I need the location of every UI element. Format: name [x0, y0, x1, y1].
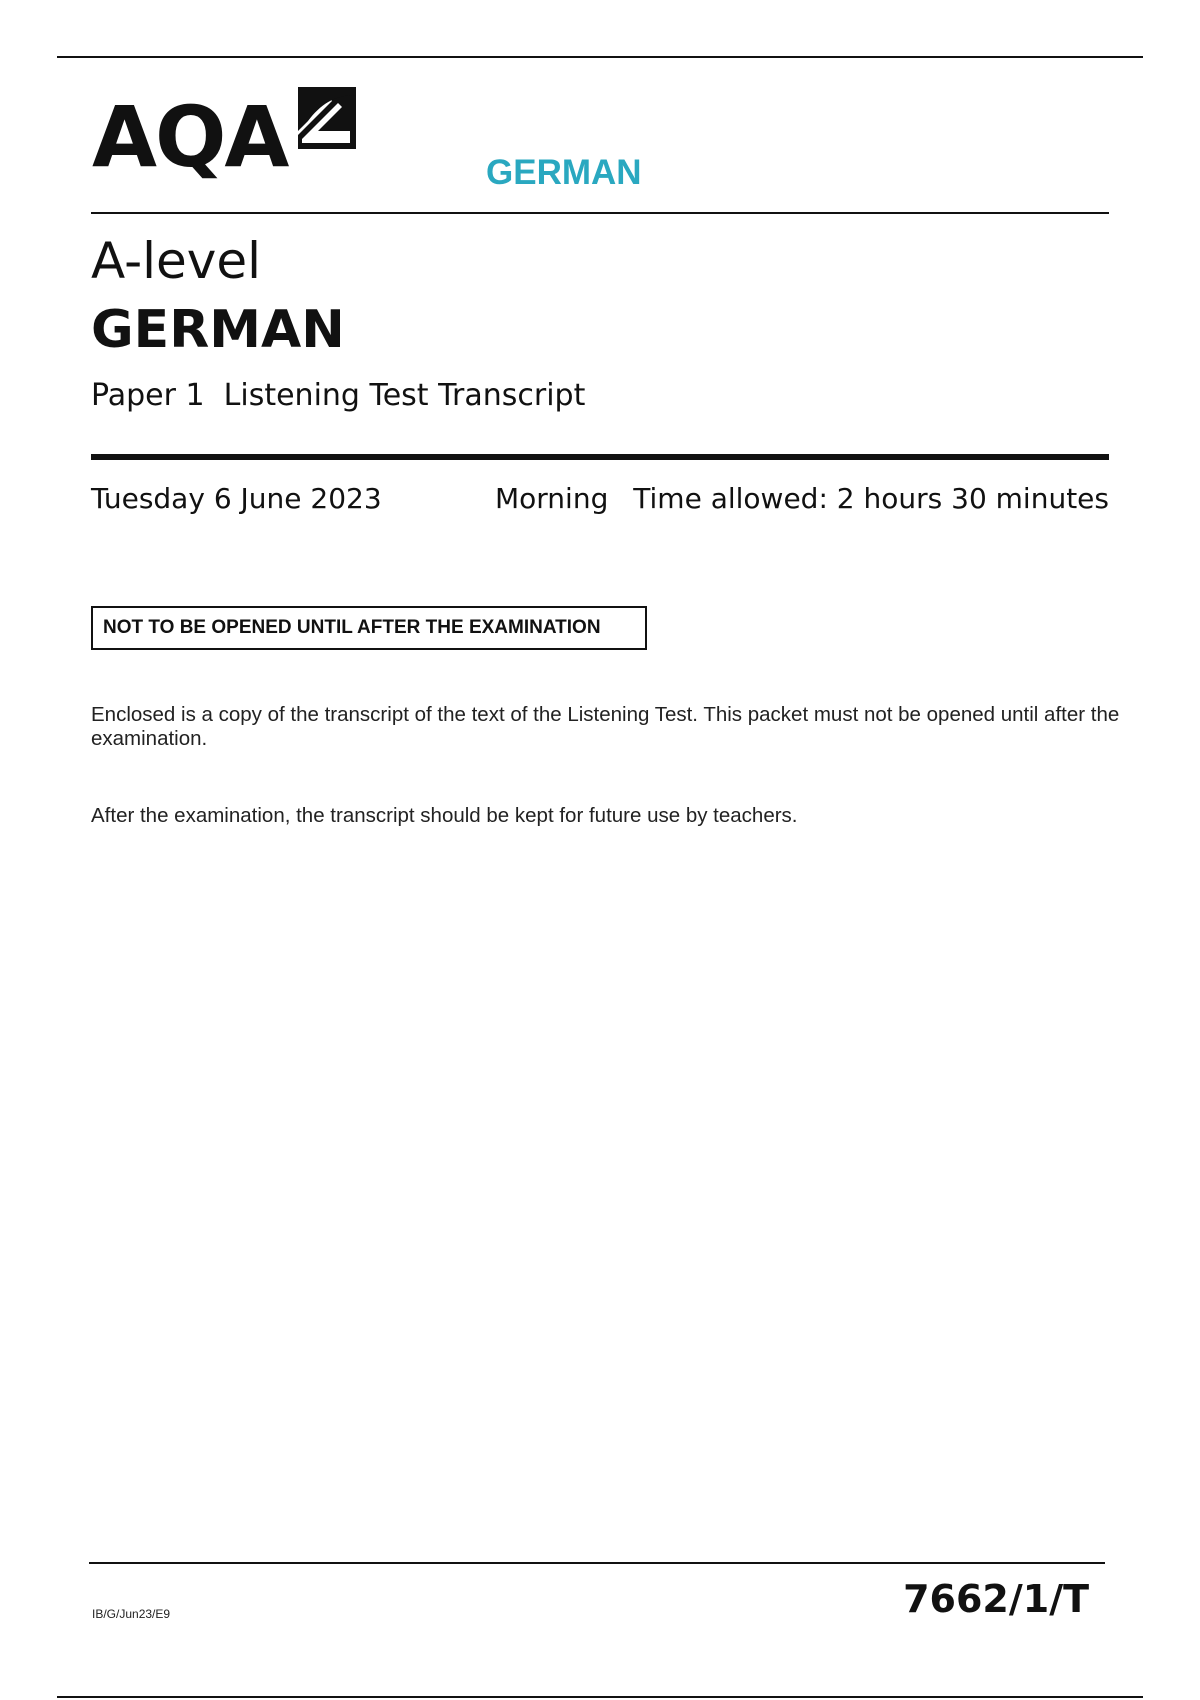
exam-session: Morning	[495, 482, 609, 515]
instruction-paragraph: Enclosed is a copy of the transcript of the text of the Listening Test. This packet must not be opened until after the examination.	[91, 703, 1120, 750]
paper-title: Paper 1 Listening Test Transcript	[91, 378, 586, 413]
footer-reference: IB/G/Jun23/E9	[92, 1607, 171, 1621]
footer-divider	[89, 1562, 1105, 1564]
title-divider	[91, 454, 1109, 460]
paper-code: 7662/1/T	[903, 1577, 1089, 1621]
aqa-logo-text: AQA	[92, 88, 288, 186]
subject-title: GERMAN	[91, 300, 345, 360]
bottom-rule	[57, 1696, 1143, 1698]
time-allowed: Time allowed: 2 hours 30 minutes	[633, 482, 1109, 515]
top-rule	[57, 56, 1143, 58]
qualification-level: A-level	[91, 232, 262, 290]
aqa-logo-mark-icon	[298, 87, 356, 149]
notice-text: NOT TO BE OPENED UNTIL AFTER THE EXAMINATION	[103, 617, 601, 638]
header-divider	[91, 212, 1109, 214]
exam-date: Tuesday 6 June 2023	[91, 482, 382, 515]
subject-header: GERMAN	[486, 153, 642, 192]
teacher-note-paragraph: After the examination, the transcript should be kept for future use by teachers.	[91, 804, 798, 827]
notice-box	[91, 606, 647, 650]
